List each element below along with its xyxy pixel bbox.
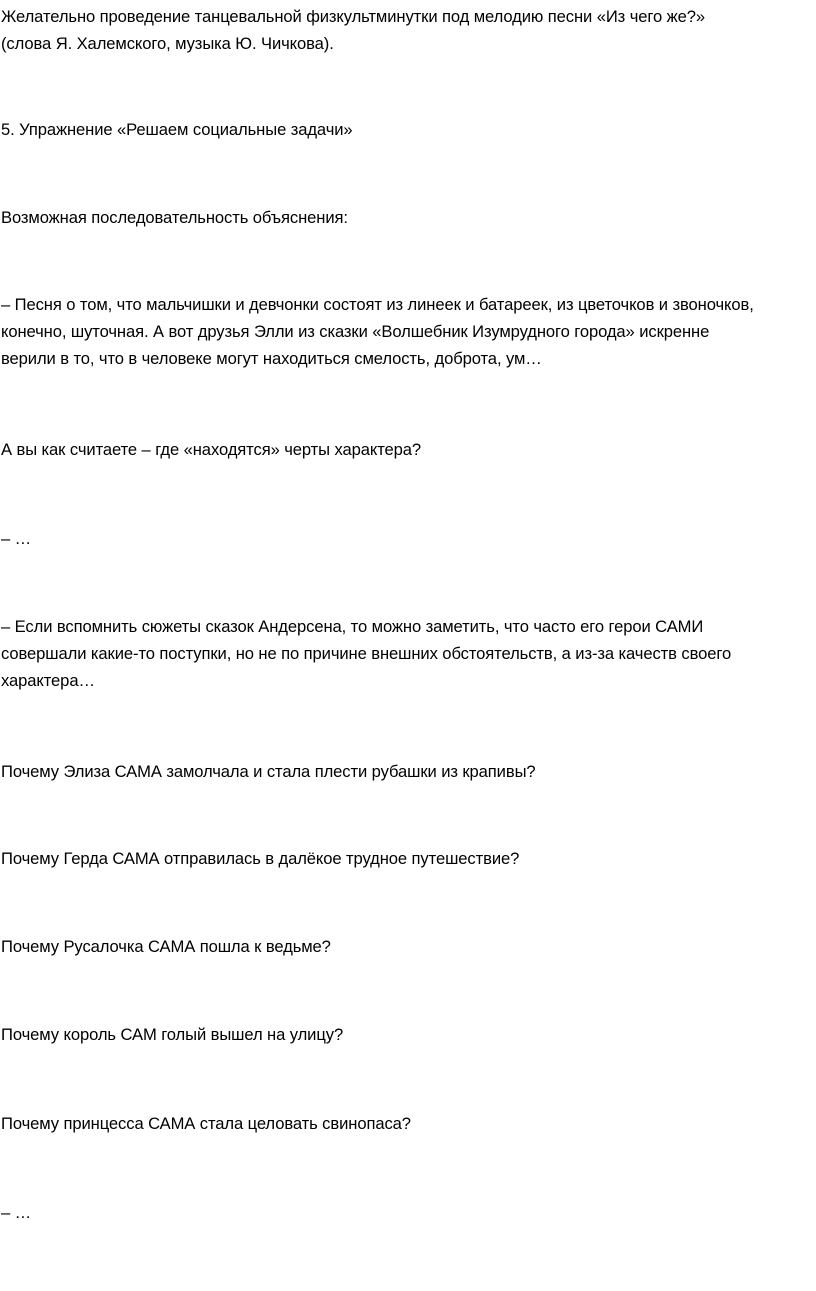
text-line: конечно, шуточная. А вот друзья Элли из сказки «Волшебник Изумрудного города» искренне [1,322,710,341]
explanation-label [1,204,813,231]
answer-ellipsis-2 [1,1199,813,1226]
text-line: – … [1,529,32,548]
text-line: верили в то, что в человеке могут находиться смелость, доброта, ум… [1,349,542,368]
answer-ellipsis-1 [1,525,813,552]
text-line: Почему Элиза САМА замолчала и стала плести рубашки из крапивы? [1,762,536,781]
text-line: Желательно проведение танцевальной физкультминутки под мелодию песни «Из чего же?» [1,7,705,26]
song-paragraph [1,291,813,372]
text-line: Почему принцесса САМА стала целовать свинопаса? [1,1114,411,1133]
text-line: А вы как считаете – где «находятся» черты характера? [1,440,422,459]
text-line: (слова Я. Халемского, музыка Ю. Чичкова). [1,34,334,53]
text-line: – Песня о том, что мальчишки и девчонки состоят из линеек и батареек, из цветочков и звоночков, [1,295,754,314]
text-line: – Если вспомнить сюжеты сказок Андерсена, то можно заметить, что часто его герои САМИ [1,617,704,636]
question-gerda [1,845,813,872]
question-princess [1,1110,813,1137]
text-line: – … [1,1203,32,1222]
intro-paragraph [1,3,813,57]
text-line: 5. Упражнение «Решаем социальные задачи» [1,120,353,139]
andersen-paragraph [1,613,813,694]
text-line: характера… [1,671,95,690]
text-line: Почему король САМ голый вышел на улицу? [1,1025,344,1044]
text-line: Возможная последовательность объяснения: [1,208,348,227]
text-line: Почему Русалочка САМА пошла к ведьме? [1,937,331,956]
exercise-heading [1,116,813,143]
text-line: Почему Герда САМА отправилась в далёкое трудное путешествие? [1,849,520,868]
question-king [1,1021,813,1048]
question-mermaid [1,933,813,960]
question-eliza [1,758,813,785]
text-line: совершали какие-то поступки, но не по причине внешних обстоятельств, а из-за качеств своего [1,644,732,663]
question-traits [1,436,813,463]
